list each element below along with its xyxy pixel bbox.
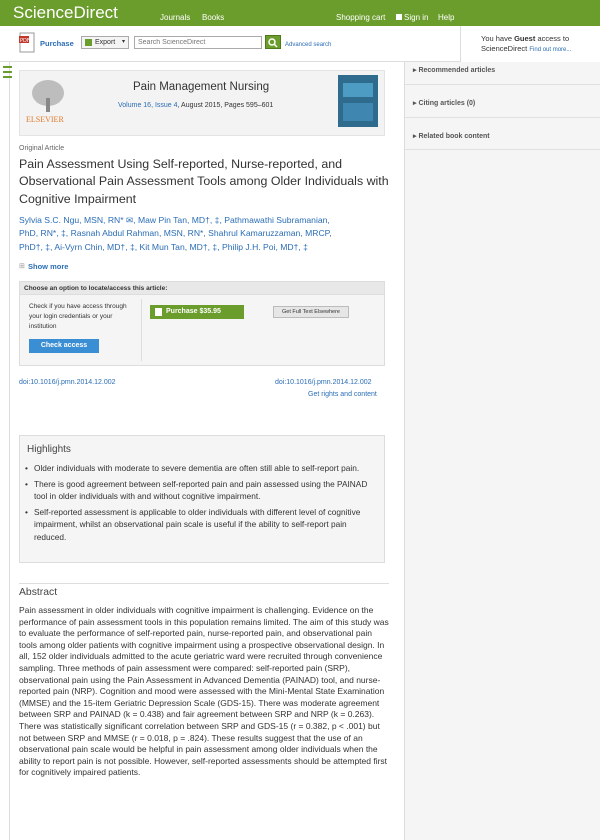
purchase-button-label: Purchase $35.95 bbox=[166, 308, 221, 315]
doi-link-right[interactable]: doi:10.1016/j.pmn.2014.12.002 bbox=[275, 379, 372, 386]
divider bbox=[19, 583, 389, 584]
abstract-text: Pain assessment in older individuals with cognitive impairment is challenging. Evidence on the performance of pain assessment tools in this population remains limited. The aim of this study was to evaluate the performance of self-reported pain, nurse-reported pain, and observational pain tools among older patients with cognitive impairment using a prospective observational design. In all, 152 older individuals admitted to the acute geriatric ward were recruited through convenience sampling. Three methods of pain assessment were compared: self-reported pain (SRP), observational pain using the Pain Assessment in Advanced Dementia (PAINAD) tool, and nurse-reported pain (NRP). Cognition and mood were assessed with the Mini-Mental State Examination (MMSE) and the 15-item Geriatric Depression Scale (GDS-15). There was moderate agreement between SRP and PAINAD (k = 0.438) and fair agreement between SRP and NRP (k = 0.263). There was statistically significant correlation between SRP and GDS-15 (r = 0.382, p < .001) but not between SRP and MMSE (r = 0.018, p = .824). These results suggest that the use of an observational pain scale would be helpful in pain assessment among older individuals when the ability to report pain is not possible. However, self-reported assessments should be attempted first for cognitively impaired patients. bbox=[19, 605, 389, 778]
nav-shopping-cart[interactable]: Shopping cart bbox=[336, 13, 386, 22]
user-icon bbox=[396, 14, 402, 20]
journal-header bbox=[19, 70, 385, 136]
highlights-list bbox=[25, 462, 377, 544]
menu-icon[interactable] bbox=[3, 66, 12, 68]
access-options-box bbox=[19, 281, 385, 366]
right-sidebar bbox=[404, 62, 600, 840]
plus-icon: ⊞ bbox=[19, 263, 25, 270]
highlight-text: There is good agreement between self-reported pain and pain assessed using the PAINAD tool in older individuals with and without cognitive impairment. bbox=[34, 478, 368, 502]
guest-access-notice bbox=[460, 26, 600, 62]
author-line[interactable]: PhD†, ‡, Ai-Vyrn Chin, MD†, ‡, Kit Mun Tan, MD†, ‡, Philip J.H. Poi, MD†, ‡ bbox=[19, 241, 308, 252]
author-list bbox=[19, 214, 399, 254]
journal-issue-info bbox=[118, 102, 273, 109]
highlight-text: Self-reported assessment is applicable to older individuals with different level of cognitive impairment, whilst an observational pain scale is useful if the ability to self-report pain reduced. bbox=[34, 506, 361, 542]
export-icon bbox=[85, 39, 92, 46]
abstract-heading: Abstract bbox=[19, 587, 58, 598]
chevron-down-icon: ▾ bbox=[122, 39, 126, 45]
divider bbox=[405, 84, 600, 85]
highlights-box bbox=[19, 435, 385, 563]
list-item: • Older individuals with moderate to severe dementia are often still able to self-report pain. bbox=[25, 463, 360, 473]
sidebar-item-label: Citing articles (0) bbox=[418, 100, 476, 107]
sidebar-item-label: Related book content bbox=[418, 133, 490, 140]
nav-sign-in[interactable]: Sign in bbox=[404, 13, 429, 22]
export-button[interactable] bbox=[81, 36, 129, 49]
sidebar-item-recommended[interactable]: ▸ Recommended articles bbox=[413, 67, 496, 74]
rights-content-link[interactable]: Get rights and content bbox=[308, 391, 377, 398]
doi-link[interactable]: doi:10.1016/j.pmn.2014.12.002 bbox=[19, 379, 116, 386]
highlight-text: Older individuals with moderate to severe dementia are often still able to self-report pain. bbox=[34, 463, 360, 473]
show-more-link[interactable]: Show more bbox=[28, 262, 69, 271]
export-label: Export bbox=[95, 39, 116, 46]
access-heading: Choose an option to locate/access this article: bbox=[20, 282, 384, 295]
list-item: • Self-reported assessment is applicable to older individuals with different level of cognitive impairment, whilst an observational pain scale is useful if the ability to self-report pain reduced. bbox=[25, 506, 361, 542]
pdf-icon[interactable] bbox=[19, 32, 37, 54]
list-item: • There is good agreement between self-reported pain and pain assessed using the PAINAD tool in older individuals with and without cognitive impairment. bbox=[25, 478, 368, 502]
divider bbox=[405, 117, 600, 118]
journal-title[interactable]: Pain Management Nursing bbox=[133, 81, 270, 93]
brand-logo[interactable]: ScienceDirect bbox=[13, 3, 118, 22]
author-line[interactable]: Sylvia S.C. Ngu, MSN, RN* ✉, Maw Pin Tan, MD†, ‡, Pathmawathi Subramanian, bbox=[19, 215, 330, 225]
sidebar-item-related[interactable]: ▸ Related book content bbox=[413, 133, 490, 140]
volume-issue-link[interactable]: Volume 16, Issue 4 bbox=[118, 102, 178, 109]
guest-bold: Guest bbox=[514, 34, 536, 43]
svg-text:PDF: PDF bbox=[20, 38, 30, 44]
nav-books[interactable]: Books bbox=[202, 13, 225, 22]
check-access-button[interactable]: Check access bbox=[29, 339, 99, 353]
guest-text-post: access to bbox=[535, 34, 570, 43]
get-full-text-elsewhere-button[interactable]: Get Full Text Elsewhere bbox=[273, 306, 349, 318]
find-out-more-link[interactable]: Find out more... bbox=[529, 47, 572, 53]
issue-date-pages: , August 2015, Pages 595–601 bbox=[177, 102, 274, 109]
article-type: Original Article bbox=[19, 145, 65, 152]
guest-text: You have bbox=[481, 34, 515, 43]
divider bbox=[141, 299, 142, 361]
access-check-text: Check if you have access through your login credentials or your institution bbox=[29, 303, 127, 330]
nav-journals[interactable]: Journals bbox=[160, 13, 191, 22]
nav-help[interactable]: Help bbox=[438, 13, 455, 22]
search-icon bbox=[266, 37, 280, 49]
search-button[interactable] bbox=[265, 35, 281, 49]
divider bbox=[405, 149, 600, 150]
top-nav-bar bbox=[0, 0, 600, 26]
sidebar-item-citing[interactable]: ▸ Citing articles (0) bbox=[413, 100, 476, 107]
journal-cover-thumbnail[interactable] bbox=[338, 75, 378, 127]
purchase-button[interactable] bbox=[150, 305, 244, 319]
side-menu-strip bbox=[0, 62, 10, 840]
article-title: Pain Assessment Using Self-reported, Nurse-reported, and Observational Pain Assessment Tools among Older Individuals with Cognitive Impairment bbox=[19, 157, 389, 206]
highlights-heading: Highlights bbox=[27, 444, 71, 455]
sidebar-item-label: Recommended articles bbox=[418, 67, 496, 74]
purchase-link[interactable]: Purchase bbox=[40, 39, 74, 48]
author-line[interactable]: PhD, RN*, ‡, Rasnah Abdul Rahman, MSN, RN*, Shahrul Kamaruzzaman, MRCP, bbox=[19, 228, 332, 239]
guest-line2: ScienceDirect bbox=[481, 44, 528, 53]
pdf-icon bbox=[155, 308, 162, 316]
publisher-name: ELSEVIER bbox=[26, 115, 64, 124]
advanced-search-link[interactable]: Advanced search bbox=[285, 42, 332, 48]
search-input[interactable] bbox=[134, 36, 262, 49]
